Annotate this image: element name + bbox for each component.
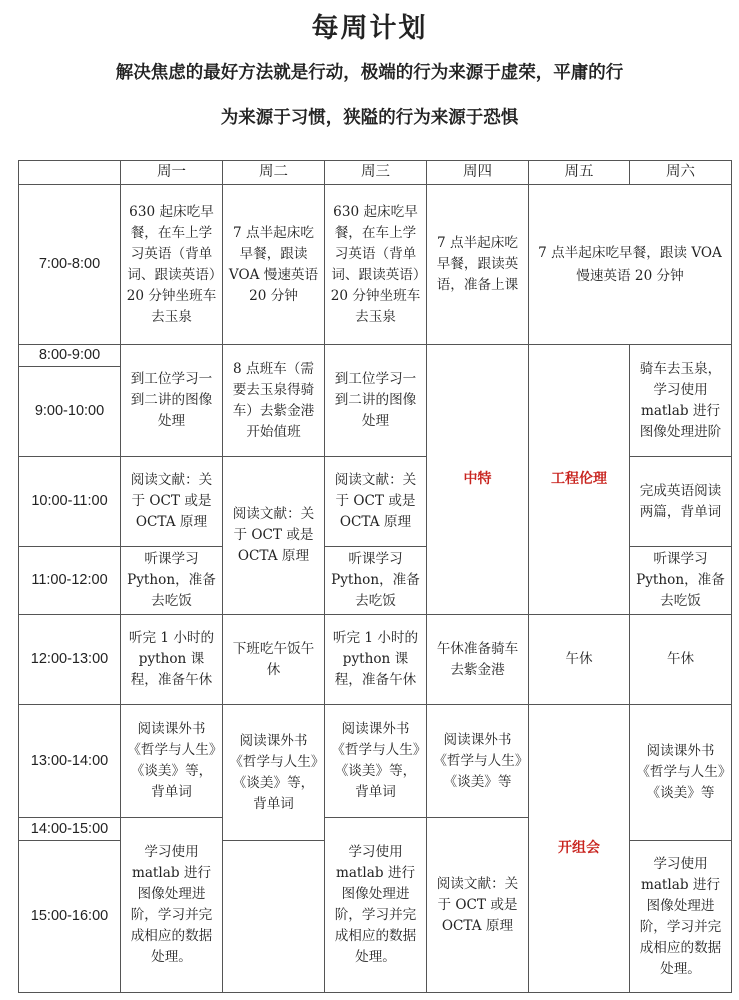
- weekly-schedule-table: [18, 160, 732, 993]
- header-corner: [19, 161, 121, 185]
- time-0700: 7:00-8:00: [19, 185, 121, 345]
- cell-sat-1100: 听课学习 Python，准备去吃饭: [630, 547, 732, 615]
- cell-tue-1000: 阅读文献：关于 OCT 或是 OCTA 原理: [223, 457, 325, 615]
- cell-mon-0800: 到工位学习一到二讲的图像处理: [121, 345, 223, 457]
- cell-wed-1000: 阅读文献：关于 OCT 或是 OCTA 原理: [325, 457, 427, 547]
- time-0900: 9:00-10:00: [19, 367, 121, 457]
- cell-mon-0700: 630 起床吃早餐，在车上学习英语（背单词、跟读英语）20 分钟坐班车去玉泉: [121, 185, 223, 345]
- cell-wed-0700: 630 起床吃早餐，在车上学习英语（背单词、跟读英语）20 分钟坐班车去玉泉: [325, 185, 427, 345]
- time-1300: 13:00-14:00: [19, 705, 121, 818]
- cell-frisat-0700: 7 点半起床吃早餐，跟读 VOA 慢速英语 20 分钟: [529, 185, 732, 345]
- cell-mon-1100: 听课学习 Python，准备去吃饭: [121, 547, 223, 615]
- time-0800: 8:00-9:00: [19, 345, 121, 367]
- cell-wed-1400: 学习使用 matlab 进行图像处理进阶，学习并完成相应的数据处理。: [325, 818, 427, 993]
- cell-mon-1000: 阅读文献：关于 OCT 或是 OCTA 原理: [121, 457, 223, 547]
- cell-tue-1200: 下班吃午饭午休: [223, 615, 325, 705]
- cell-mon-1300: 阅读课外书《哲学与人生》《谈美》等，背单词: [121, 705, 223, 818]
- row-1300: [19, 705, 732, 818]
- header-wed: 周三: [325, 161, 427, 185]
- cell-sat-1000: 完成英语阅读两篇，背单词: [630, 457, 732, 547]
- header-thu: 周四: [427, 161, 529, 185]
- cell-sat-1500: 学习使用 matlab 进行图像处理进阶，学习并完成相应的数据处理。: [630, 841, 732, 993]
- cell-thu-1400: 阅读文献：关于 OCT 或是 OCTA 原理: [427, 818, 529, 993]
- cell-fri-0800: 工程伦理: [529, 345, 630, 615]
- header-mon: 周一: [121, 161, 223, 185]
- cell-tue-0800: 8 点班车（需要去玉泉得骑车）去紫金港开始值班: [223, 345, 325, 457]
- quote-line-1: 解决焦虑的最好方法就是行动，极端的行为来源于虚荣，平庸的行: [115, 63, 624, 83]
- cell-sat-1200: 午休: [630, 615, 732, 705]
- cell-wed-1300: 阅读课外书《哲学与人生》《谈美》等，背单词: [325, 705, 427, 818]
- cell-fri-1200: 午休: [529, 615, 630, 705]
- cell-tue-0700: 7 点半起床吃早餐，跟读 VOA 慢速英语 20 分钟: [223, 185, 325, 345]
- cell-tue-1500: [223, 841, 325, 993]
- time-1400: 14:00-15:00: [19, 818, 121, 841]
- header-sat: 周六: [630, 161, 732, 185]
- row-0800: [19, 345, 732, 367]
- cell-thu-0700: 7 点半起床吃早餐，跟读英语，准备上课: [427, 185, 529, 345]
- cell-wed-1100: 听课学习 Python，准备去吃饭: [325, 547, 427, 615]
- header-fri: 周五: [529, 161, 630, 185]
- cell-thu-0800: 中特: [427, 345, 529, 615]
- row-1200: [19, 615, 732, 705]
- cell-thu-1200: 午休准备骑车去紫金港: [427, 615, 529, 705]
- cell-sat-1300: 阅读课外书《哲学与人生》《谈美》等: [630, 705, 732, 841]
- cell-fri-1300: 开组会: [529, 705, 630, 993]
- cell-mon-1400: 学习使用 matlab 进行图像处理进阶，学习并完成相应的数据处理。: [121, 818, 223, 993]
- time-1100: 11:00-12:00: [19, 547, 121, 615]
- header-row: [19, 161, 732, 185]
- row-0700: [19, 185, 732, 345]
- cell-thu-1300: 阅读课外书《哲学与人生》《谈美》等: [427, 705, 529, 818]
- cell-wed-0800: 到工位学习一到二讲的图像处理: [325, 345, 427, 457]
- cell-wed-1200: 听完 1 小时的 python 课程，准备午休: [325, 615, 427, 705]
- cell-mon-1200: 听完 1 小时的 python 课程，准备午休: [121, 615, 223, 705]
- header-tue: 周二: [223, 161, 325, 185]
- cell-sat-0800: 骑车去玉泉，学习使用 matlab 进行图像处理进阶: [630, 345, 732, 457]
- cell-tue-1300: 阅读课外书《哲学与人生》《谈美》等，背单词: [223, 705, 325, 841]
- time-1500: 15:00-16:00: [19, 841, 121, 993]
- time-1200: 12:00-13:00: [19, 615, 121, 705]
- quote-line-2: 为来源于习惯，狭隘的行为来源于恐惧: [220, 108, 519, 128]
- page-title: 每周计划: [311, 13, 428, 44]
- time-1000: 10:00-11:00: [19, 457, 121, 547]
